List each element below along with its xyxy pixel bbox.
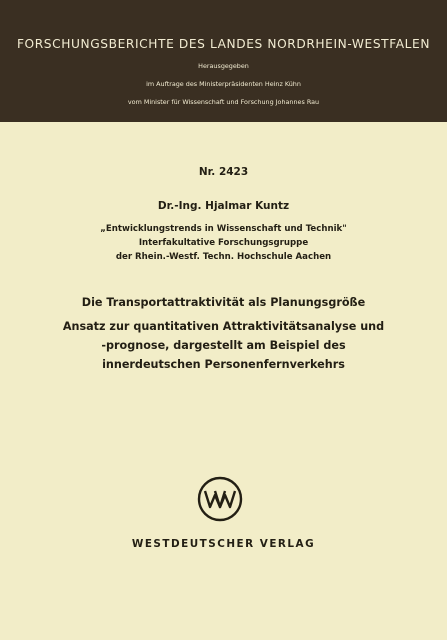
book-subtitle-line: innerdeutschen Personenfernverkehrs	[102, 358, 345, 371]
book-title: Die Transportattraktivität als Planungsgröße	[81, 296, 366, 309]
author-name: Dr.-Ing. Hjalmar Kuntz	[157, 200, 290, 212]
publisher-name: WESTDEUTSCHER VERLAG	[131, 538, 316, 550]
publisher-note: im Auftrage des Ministerpräsidenten Heinz Kühn	[146, 80, 301, 88]
series-title: FORSCHUNGSBERICHTE DES LANDES NORDRHEIN-WESTFALEN	[16, 37, 431, 51]
series-header-band	[0, 0, 447, 122]
publisher-note: vom Minister für Wissenschaft und Forschung Johannes Rau	[127, 98, 320, 106]
affiliation-line: Interfakultative Forschungsgruppe	[138, 238, 309, 248]
publisher-note: Herausgegeben	[198, 62, 249, 70]
book-subtitle-line: Ansatz zur quantitativen Attraktivitätsanalyse und	[62, 320, 385, 333]
publisher-logo-icon	[197, 476, 243, 522]
affiliation-line: der Rhein.-Westf. Techn. Hochschule Aachen	[115, 252, 332, 262]
volume-number: Nr. 2423	[198, 166, 249, 178]
book-subtitle-line: -prognose, dargestellt am Beispiel des	[101, 339, 346, 352]
affiliation-line: „Entwicklungstrends in Wissenschaft und Technik"	[100, 224, 347, 234]
